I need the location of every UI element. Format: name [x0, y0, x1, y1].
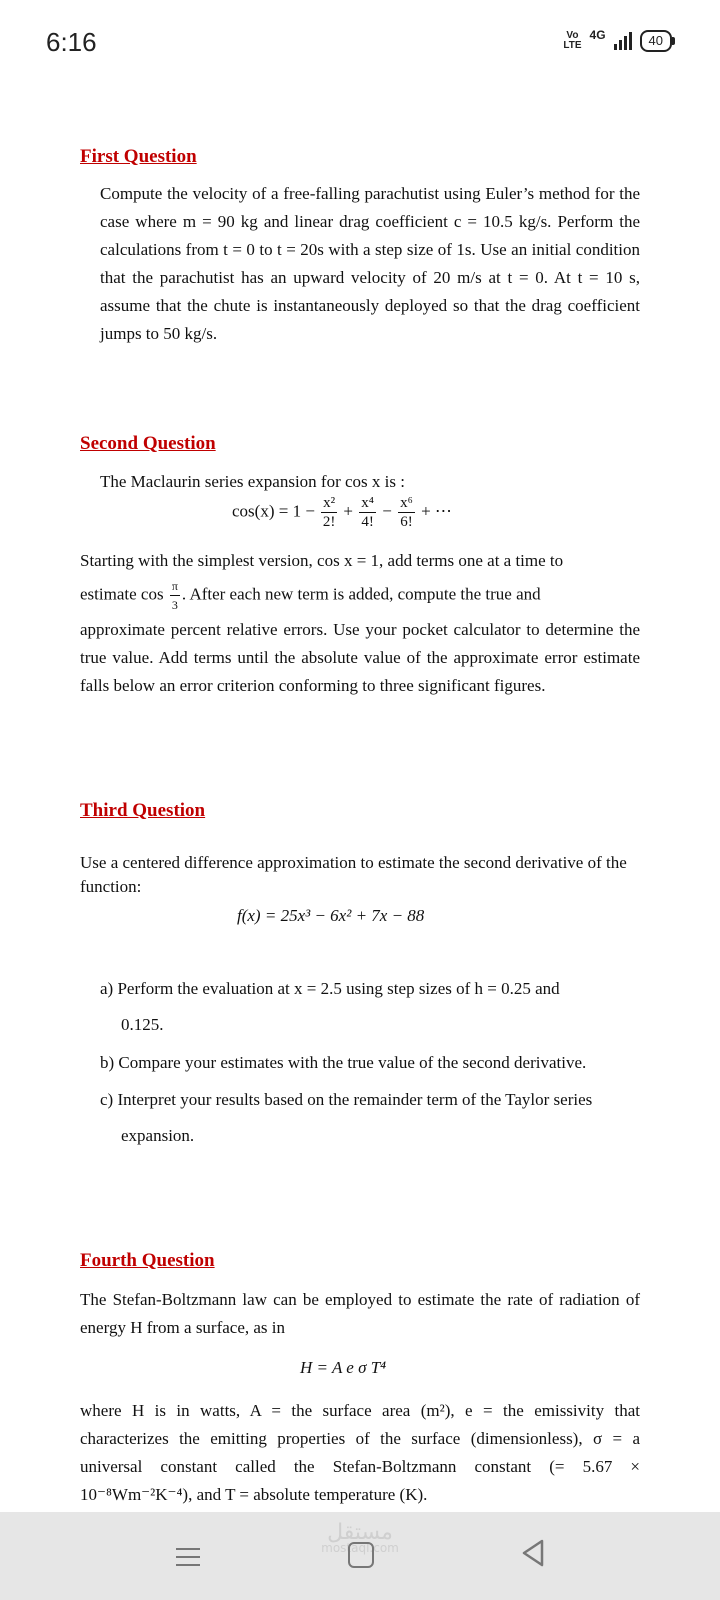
third-question-intro: Use a centered difference approximation to estimate the second derivative of the function: — [80, 853, 627, 896]
stefan-boltzmann-equation: H = A e σ T⁴ — [300, 1358, 387, 1377]
second-question-line1: Starting with the simplest version, cos x = 1, add terms one at a time to — [80, 551, 564, 570]
network-type: 4G — [589, 28, 606, 42]
fourth-question-title: Fourth Question — [80, 1250, 215, 1271]
fourth-question-intro: The Stefan-Boltzmann law can be employed to estimate the rate of radiation of energy H from a surface, as in — [80, 1290, 640, 1337]
second-question-line2: estimate cos $\frac{\pi}{3}$ . After each new term is added, compute the true and — [80, 579, 541, 612]
part-c-line1: c) Interpret your results based on the remainder term of the Taylor series — [100, 1090, 593, 1109]
navigation-bar — [0, 1512, 720, 1600]
first-question-title: First Question — [80, 146, 197, 167]
part-b: b) Compare your estimates with the true value of the second derivative. — [100, 1053, 587, 1072]
home-button[interactable] — [348, 1542, 374, 1568]
part-a-line2: 0.125. — [121, 1015, 164, 1034]
back-button[interactable] — [520, 1538, 546, 1573]
battery-icon: 40 — [640, 30, 672, 52]
second-question-rest: approximate percent relative errors. Use your pocket calculator to determine the true value. Add terms until the absolute value of the approximate error estimate falls below an error criterion conforming to three significant figures. — [80, 620, 640, 695]
signal-icon — [614, 32, 632, 50]
watermark-logo: مستقل mostaql.com — [321, 1520, 399, 1555]
fourth-question-text: where H is in watts, A = the surface area (m²), e = the emissivity that characterizes the emitting properties of the surface (dimensionless), σ = a universal constant called the Stefan-Boltzmann constant (= 5.67 × 10⁻⁸Wm⁻²K⁻⁴), and T = absolute temperature (K). — [80, 1401, 640, 1504]
clock: 6:16 — [46, 27, 97, 57]
maclaurin-intro: The Maclaurin series expansion for cos x is : — [100, 472, 405, 491]
status-icons — [563, 30, 672, 52]
volte-icon: Vo LTE — [563, 30, 582, 51]
back-arrow-icon — [520, 1538, 546, 1568]
recent-apps-button[interactable] — [176, 1542, 200, 1572]
part-c-line2: expansion. — [121, 1126, 195, 1145]
second-question-title: Second Question — [80, 433, 216, 454]
third-question-equation: f(x) = 25x³ − 6x² + 7x − 88 — [237, 906, 425, 925]
third-question-title: Third Question — [80, 800, 206, 821]
part-a-line1: a) Perform the evaluation at x = 2.5 using step sizes of h = 0.25 and — [100, 979, 560, 998]
first-question-text: Compute the velocity of a free-falling parachutist using Euler’s method for the case where m = 90 kg and linear drag coefficient c = 10.5 kg/s. Perform the calculations from t = 0 to t = 20s with a step size of 1s. Use an initial condition that the parachutist has an upward velocity of 20 m/s at t = 0. At t = 10 s, assume that the chute is instantaneously deployed so that the drag coefficient jumps to 50 kg/s. — [100, 184, 640, 343]
maclaurin-equation: cos(x) = 1 − $\frac{\text{x²}}{2!}$ + $\frac{\text{x⁴}}{4!}$ − $\frac{\text{x⁶}}{6!}$ + ⋯ — [232, 495, 452, 530]
status-bar — [0, 0, 720, 90]
